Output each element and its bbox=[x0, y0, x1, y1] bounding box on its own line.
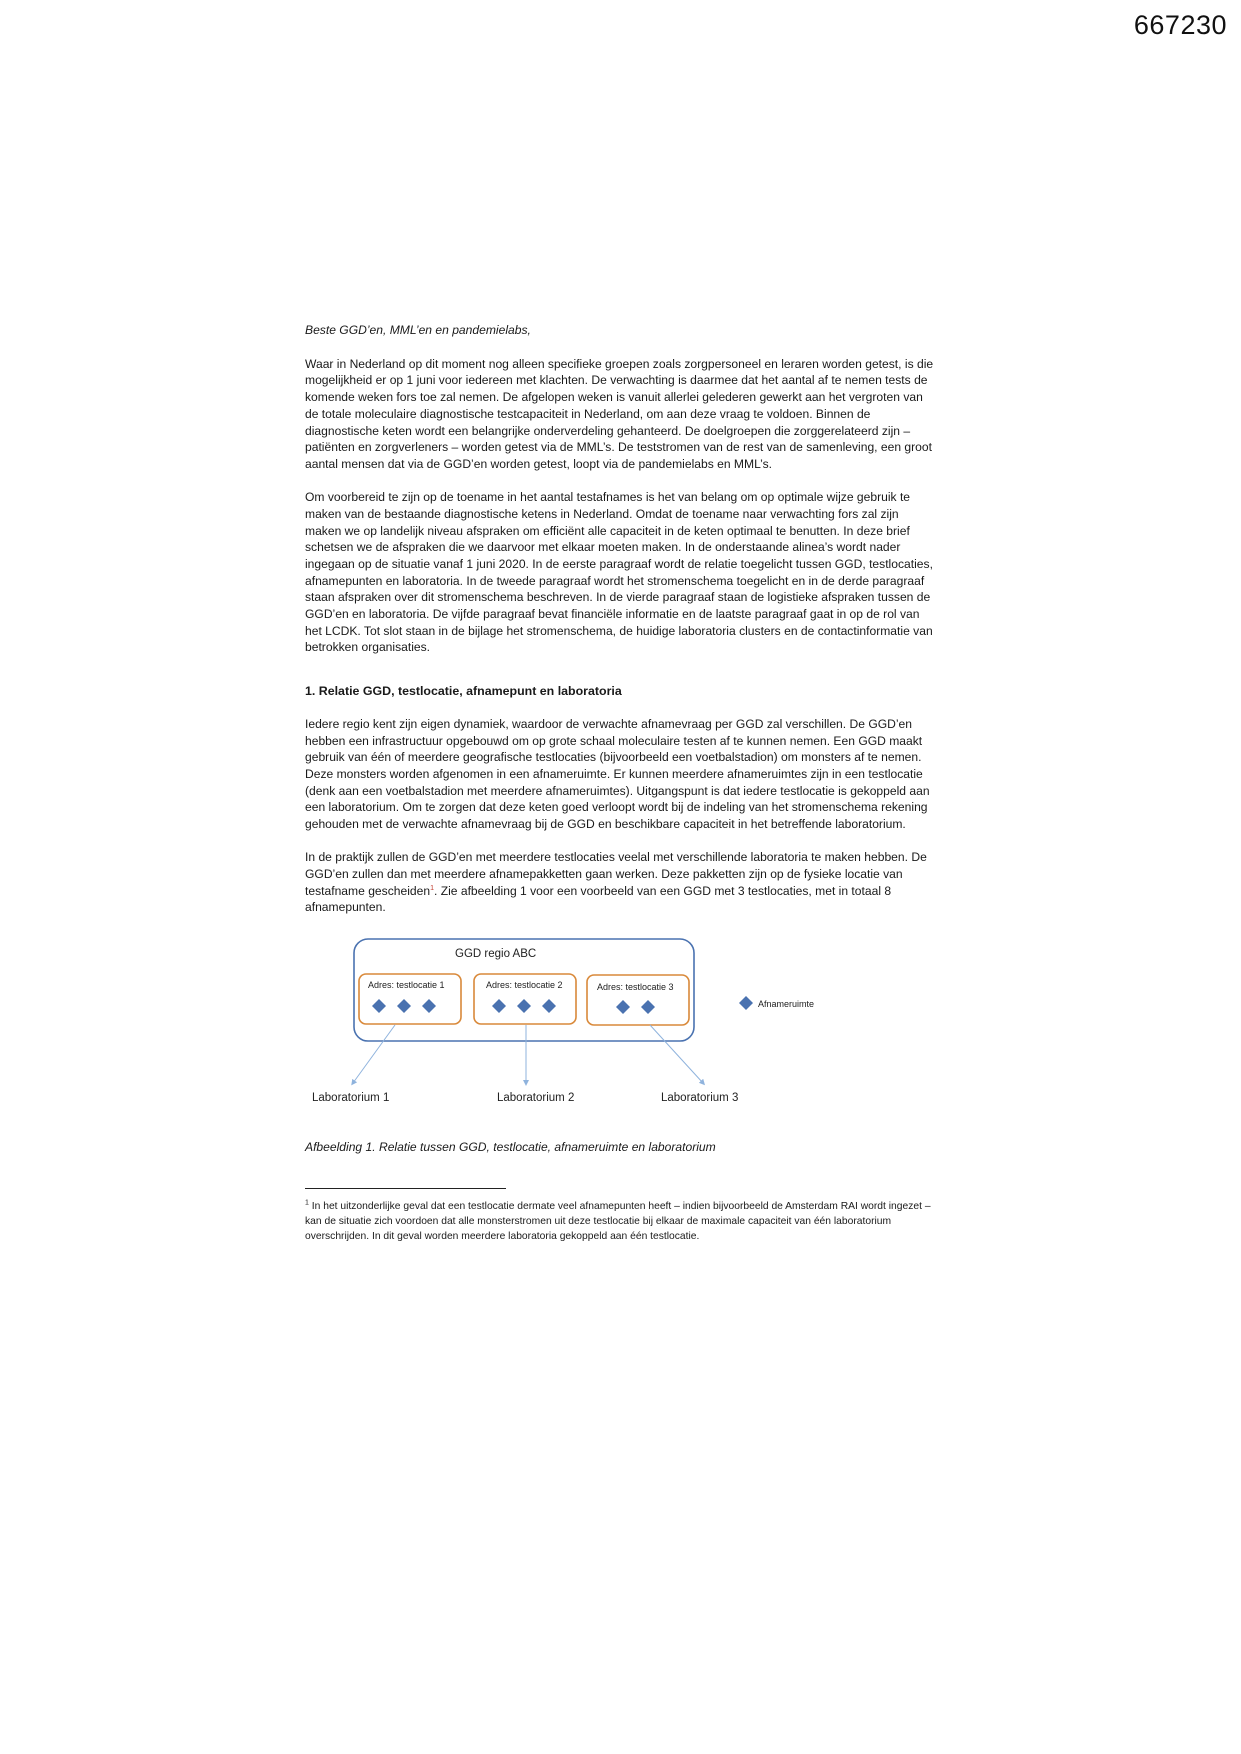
paragraph-text-before-note: In de praktijk zullen de GGD’en met meerdere testlocaties veelal met verschillende laboratoria te maken hebben. De GGD’en zullen dan met meerdere afnamepakketten gaan werken. Deze pakketten zijn op de fysieke locatie van testafname gescheiden bbox=[305, 850, 927, 898]
footnote-reference[interactable]: 1 bbox=[430, 884, 434, 892]
lab-label-2: Laboratorium 2 bbox=[497, 1091, 575, 1104]
salutation: Beste GGD’en, MML’en en pandemielabs, bbox=[305, 323, 531, 337]
afnameruimte-diamond bbox=[372, 999, 386, 1013]
location-label-3: Adres: testlocatie 3 bbox=[597, 981, 674, 992]
lab-label-1: Laboratorium 1 bbox=[312, 1091, 390, 1104]
arrow-to-lab-1 bbox=[353, 1025, 395, 1083]
paragraph-text-after-note: . Zie afbeelding 1 voor een voorbeeld van een GGD met 3 testlocaties, met in totaal 8 afnamepunten. bbox=[305, 883, 892, 915]
location-label-2: Adres: testlocatie 2 bbox=[486, 979, 563, 990]
footnote-mark: 1 bbox=[305, 1199, 309, 1207]
arrow-to-lab-3 bbox=[650, 1025, 703, 1083]
diagram-svg bbox=[305, 933, 937, 1133]
intro-paragraph-1: Waar in Nederland op dit moment nog alleen specifieke groepen zoals zorgpersoneel en leraren worden getest, is die mogelijkheid er op 1 juni voor iedereen met klachten. De verwachting is daarmee dat het aantal af te nemen tests de komende weken fors toe zal nemen. De afgelopen weken is vanuit allerlei gelederen gewerkt aan het vergroten van de totale moleculaire diagnostische testcapaciteit in Nederland, om aan deze vraag te voldoen. Binnen de diagnostische keten wordt een belangrijke onderverdeling gehanteerd. De doelgroepen die zorggerelateerd zijn – patiënten en zorgverleners – worden getest via de MML’s. De teststromen van de rest van de samenleving, een groot aantal mensen dat via de GGD’en worden getest, loopt via de pandemielabs en MML’s. bbox=[305, 356, 934, 471]
legend-label: Afnameruimte bbox=[758, 998, 815, 1009]
location-box-1 bbox=[359, 974, 461, 1024]
letter-body bbox=[305, 322, 937, 1244]
document-id: 667230 bbox=[1133, 10, 1227, 40]
footnote-text: In het uitzonderlijke geval dat een testlocatie dermate veel afnamepunten heeft – indien bijvoorbeeld de Amsterdam RAI wordt ingezet – kan de situatie zich voordoen dat alle monsterstromen uit deze testlocatie bij elkaar de maximale capaciteit van één laboratorium overschrijden. In dit geval worden meerdere laboratoria gekoppeld aan één testlocatie. bbox=[305, 1201, 931, 1243]
section1-paragraph-1: Iedere regio kent zijn eigen dynamiek, waardoor de verwachte afnamevraag per GGD zal verschillen. De GGD’en hebben een infrastructuur opgebouwd om op grote schaal moleculaire testen af te kunnen nemen. Een GGD maakt gebruik van één of meerdere geografische testlocaties (bijvoorbeeld een voetbalstadion) om monsters af te nemen. Deze monsters worden afgenomen in een afnameruimte. Er kunnen meerdere afnameruimtes zijn in een testlocatie (denk aan een voetbalstadion met meerdere afnameruimtes). Uitgangspunt is dat iedere testlocatie is gekoppeld aan een laboratorium. Om te zorgen dat deze keten goed verloopt wordt bij de indeling van het stromenschema rekening gehouden met de verwachte afnamevraag bij de GGD en beschikbare capaciteit in het betreffende laboratorium. bbox=[305, 716, 930, 832]
figure-caption: Afbeelding 1. Relatie tussen GGD, testlocatie, afnameruimte en laboratorium bbox=[305, 1139, 716, 1154]
location-box-2 bbox=[474, 974, 576, 1024]
region-label: GGD regio ABC bbox=[455, 947, 537, 960]
location-box-3 bbox=[587, 975, 689, 1025]
legend-diamond-icon bbox=[739, 996, 753, 1010]
afnameruimte-diamond bbox=[422, 999, 436, 1013]
location-label-1: Adres: testlocatie 1 bbox=[368, 979, 445, 990]
afnameruimte-diamond bbox=[517, 999, 531, 1013]
afnameruimte-diamond bbox=[542, 999, 556, 1013]
afnameruimte-diamond bbox=[397, 999, 411, 1013]
footnote bbox=[305, 1199, 937, 1244]
figure-ggd-diagram bbox=[305, 933, 937, 1133]
afnameruimte-diamond bbox=[492, 999, 506, 1013]
afnameruimte-diamond bbox=[641, 1000, 655, 1014]
footnote-separator bbox=[305, 1188, 506, 1189]
section-heading: 1. Relatie GGD, testlocatie, afnamepunt en laboratoria bbox=[305, 684, 622, 699]
lab-label-3: Laboratorium 3 bbox=[661, 1091, 739, 1104]
afnameruimte-diamond bbox=[616, 1000, 630, 1014]
intro-paragraph-2: Om voorbereid te zijn op de toename in het aantal testafnames is het van belang om op optimale wijze gebruik te maken van de bestaande diagnostische ketens in Nederland. Omdat de toename naar verwachting fors zal zijn maken we op landelijk niveau afspraken om efficiënt alle capaciteit in de keten optimaal te benutten. In deze brief schetsen we de afspraken die we daarvoor met elkaar moeten maken. In de onderstaande alinea’s wordt nader ingegaan op de situatie vanaf 1 juni 2020. In de eerste paragraaf wordt de relatie toegelicht tussen GGD, testlocaties, afnamepunten en laboratoria. In de tweede paragraaf wordt het stromenschema toegelicht en in de derde paragraaf staan afspraken over dit stromenschema beschreven. In de vierde paragraaf staan de logistieke afspraken tussen de GGD’en en laboratoria. De vijfde paragraaf bevat financiële informatie en de laatste paragraaf gaat in op de rol van het LCDK. Tot slot staan in de bijlage het stromenschema, de huidige laboratoria clusters en de contactinformatie van betrokken organisaties. bbox=[305, 490, 933, 655]
section1-paragraph-2 bbox=[305, 849, 937, 916]
